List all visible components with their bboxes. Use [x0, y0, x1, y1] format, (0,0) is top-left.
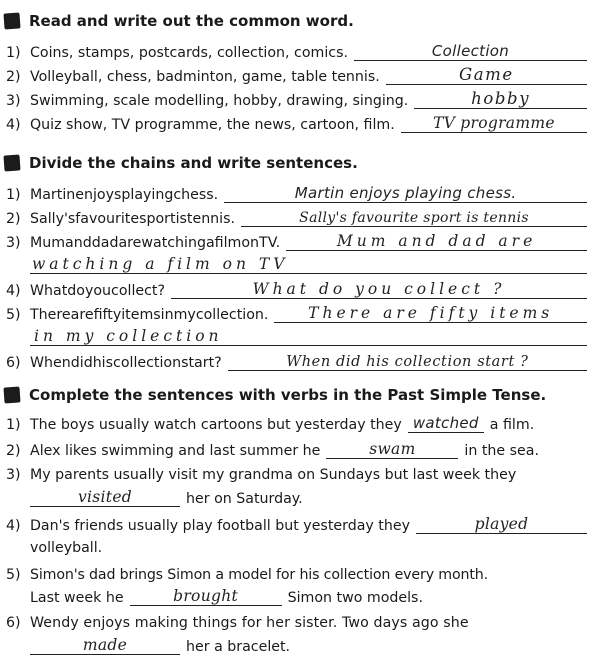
handwritten-answer: visited [77, 487, 133, 506]
handwritten-answer: hobby [471, 88, 531, 108]
s2-item-3-continuation [30, 252, 587, 274]
handwritten-answer: watching a film on TV [32, 254, 289, 273]
answer-blank[interactable] [241, 207, 587, 227]
handwritten-answer: Collection [431, 42, 510, 60]
section-1-title: Read and write out the common word. [29, 12, 354, 30]
answer-blank[interactable] [408, 413, 484, 433]
s3-item-1: 1) The boys usually watch cartoons but yesterday they watched a film. [6, 414, 535, 433]
answer-blank[interactable] [274, 303, 587, 323]
answer-blank[interactable] [401, 113, 587, 133]
answer-blank[interactable] [30, 487, 180, 507]
answer-blank[interactable] [30, 635, 180, 655]
handwritten-answer: made [82, 635, 128, 654]
handwritten-answer: There are fifty items [308, 303, 554, 322]
answer-blank[interactable] [386, 65, 587, 85]
handwritten-answer: Martin enjoys playing chess. [294, 184, 517, 202]
answer-blank[interactable] [30, 326, 587, 346]
s1-item-3: 3) Swimming, scale modelling, hobby, drawing, singing. hobby [6, 87, 587, 109]
answer-blank[interactable] [326, 439, 458, 459]
s1-item-1: 1) Coins, stamps, postcards, collection, comics. Collection [6, 39, 587, 61]
section-marker-icon [3, 154, 20, 171]
answer-blank[interactable] [30, 254, 587, 274]
s3-item-3-continuation: visited her on Saturday. [30, 485, 587, 507]
handwritten-answer: What do you collect ? [252, 279, 506, 298]
handwritten-answer: swam [369, 439, 416, 458]
handwritten-answer: Mum and dad are [336, 231, 537, 250]
s2-item-4: 4) Whatdoyoucollect? What do you collect ? [6, 277, 587, 299]
answer-blank[interactable] [228, 351, 587, 371]
answer-blank[interactable] [414, 89, 587, 109]
s2-item-6: 6) Whendidhiscollectionstart? When did his collection start ? [6, 349, 587, 371]
s1-item-2: 2) Volleyball, chess, badminton, game, table tennis. Game [6, 63, 587, 85]
section-marker-icon [3, 12, 20, 29]
answer-blank[interactable] [354, 41, 587, 61]
section-2-title: Divide the chains and write sentences. [29, 154, 358, 172]
section-2-heading [4, 154, 358, 172]
section-1-heading [4, 12, 354, 30]
handwritten-answer: Sally's favourite sport is tennis [299, 210, 529, 226]
section-3-heading [4, 386, 546, 404]
answer-blank[interactable] [286, 231, 587, 251]
s3-item-4-continuation: volleyball. [30, 540, 103, 556]
section-3-title: Complete the sentences with verbs in the Past Simple Tense. [29, 386, 547, 404]
answer-blank[interactable] [171, 279, 587, 299]
s3-item-5-continuation: Last week he brought Simon two models. [30, 586, 423, 606]
s3-item-2: 2) Alex likes swimming and last summer he swam in the sea. [6, 439, 539, 459]
answer-blank[interactable] [130, 586, 282, 606]
handwritten-answer: brought [173, 586, 239, 605]
answer-blank[interactable] [224, 183, 587, 203]
handwritten-answer: watched [412, 414, 479, 432]
s2-item-2: 2) Sally'sfavouritesportistennis. Sally's favourite sport is tennis [6, 205, 587, 227]
handwritten-answer: TV programme [432, 113, 555, 132]
handwritten-answer: played [474, 514, 529, 533]
s3-item-3: 3) My parents usually visit my grandma on Sundays but last week they [6, 467, 517, 483]
s2-item-5: 5) Therearefiftyitemsinmycollection. There are fifty items [6, 301, 587, 323]
section-marker-icon [3, 386, 20, 403]
s1-item-4: 4) Quiz show, TV programme, the news, cartoon, film. TV programme [6, 111, 587, 133]
s3-item-4: 4) Dan's friends usually play football but yesterday they played [6, 512, 587, 534]
s3-item-6: 6) Wendy enjoys making things for her sister. Two days ago she [6, 615, 469, 631]
handwritten-answer: Game [458, 64, 514, 84]
s3-item-6-continuation: made her a bracelet. [30, 633, 587, 655]
handwritten-answer: When did his collection start ? [286, 353, 529, 370]
answer-blank[interactable] [416, 514, 587, 534]
handwritten-answer: in my collection [34, 326, 223, 345]
s2-item-1: 1) Martinenjoysplayingchess. Martin enjoys playing chess. [6, 181, 587, 203]
s2-item-5-continuation [30, 324, 587, 346]
s3-item-5: 5) Simon's dad brings Simon a model for his collection every month. [6, 567, 488, 583]
s2-item-3: 3) MumanddadarewatchingafilmonTV. Mum and dad are [6, 229, 587, 251]
